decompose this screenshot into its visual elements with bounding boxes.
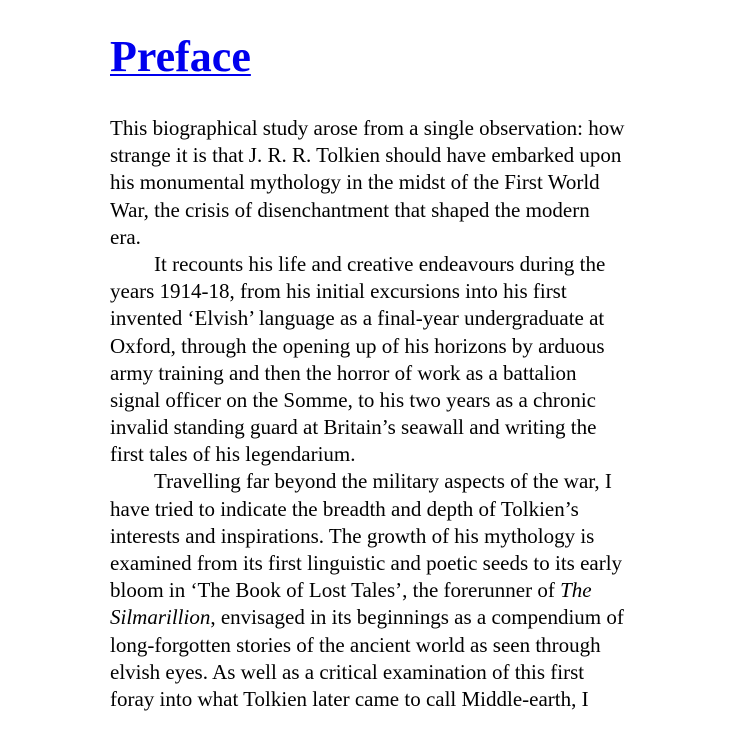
text-line: This biographical study arose from a single observation: how <box>110 116 625 140</box>
text-line: his monumental mythology in the midst of the First World <box>110 170 600 195</box>
text-line: foray into what Tolkien later came to call Middle-earth, I <box>110 686 589 711</box>
preface-heading-link[interactable]: Preface <box>110 32 251 81</box>
text-line: strange it is that J. R. R. Tolkien should have embarked upon <box>110 143 622 168</box>
text-line: elvish eyes. As well as a critical examination of this first <box>110 659 585 684</box>
text-line: Travelling far beyond the military aspects of the war, I <box>154 469 612 494</box>
text-line: interests and inspirations. The growth of his mythology is <box>110 523 595 548</box>
text-line: long-forgotten stories of the ancient world as seen through <box>110 632 601 657</box>
preface-body <box>110 115 685 713</box>
text-line: years 1914-18, from his initial excursions into his first <box>110 279 567 304</box>
text-line: invalid standing guard at Britain’s seawall and writing the <box>110 415 597 440</box>
text-line: It recounts his life and creative endeavours during the <box>154 251 606 276</box>
book-title-italic-cont: Silmarillion <box>110 605 211 630</box>
text-line: bloom in ‘The Book of Lost Tales’, the forerunner of The <box>110 578 592 603</box>
text-line: army training and then the horror of work as a battalion <box>110 360 577 385</box>
text-line: era. <box>110 224 141 249</box>
text-line: have tried to indicate the breadth and depth of Tolkien’s <box>110 496 579 521</box>
text-line: examined from its first linguistic and poetic seeds to its early <box>110 551 623 575</box>
text-line: invented ‘Elvish’ language as a final-year undergraduate at <box>110 306 605 331</box>
text-line: Oxford, through the opening up of his horizons by arduous <box>110 333 605 358</box>
book-title-italic: The <box>560 578 592 603</box>
text-line: first tales of his legendarium. <box>110 442 356 467</box>
text-line: signal officer on the Somme, to his two years as a chronic <box>110 387 596 412</box>
text-line: War, the crisis of disenchantment that shaped the modern <box>110 197 590 222</box>
text-line: Silmarillion, envisaged in its beginnings as a compendium of <box>110 605 624 630</box>
